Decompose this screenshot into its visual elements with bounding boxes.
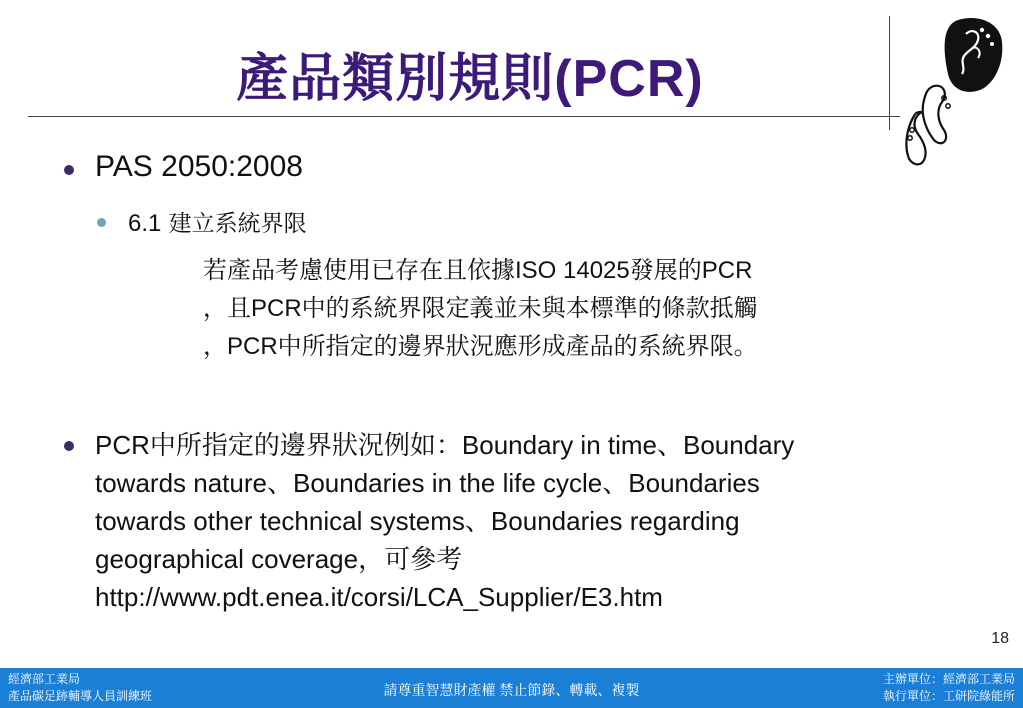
footer-copyright-notice: 請尊重智慧財產權 禁止節錄、轉載、複製 bbox=[383, 682, 640, 698]
bullet-marker bbox=[64, 441, 74, 451]
footer-right bbox=[883, 671, 1015, 705]
footer-left-line: 經濟部工業局 bbox=[8, 672, 81, 686]
reference-link[interactable]: http://www.pdt.enea.it/corsi/LCA_Supplier/E3.htm bbox=[95, 582, 663, 612]
sub-bullet-number: 6.1 bbox=[128, 210, 162, 237]
bullet-line: towards nature、Boundaries in the life cycle、Boundaries bbox=[95, 468, 760, 498]
footer-right-line: 執行單位：工研院綠能所 bbox=[882, 689, 1015, 703]
bullet-line: towards other technical systems、Boundaries regarding bbox=[95, 506, 740, 536]
pcr-paragraph bbox=[203, 252, 963, 366]
bullet-marker bbox=[64, 165, 74, 175]
title-divider bbox=[28, 116, 900, 117]
sub-bullet-text: 建立系統界限 bbox=[161, 211, 307, 237]
bullet-line: PCR中所指定的邊界狀況例如：Boundary in time、Boundary bbox=[95, 430, 795, 460]
footer-left-line: 產品碳足跡輔導人員訓練班 bbox=[8, 689, 153, 703]
page-number: 18 bbox=[991, 630, 1009, 647]
footprint-logo-icon bbox=[900, 12, 1010, 172]
footer-bar bbox=[0, 668, 1023, 708]
paragraph-line: ，且PCR中的系統界限定義並未與本標準的條款抵觸 bbox=[203, 295, 758, 322]
sub-bullet-marker bbox=[97, 218, 106, 227]
slide-title: 產品類別規則(PCR) bbox=[236, 50, 704, 108]
bullet-boundaries bbox=[95, 426, 975, 616]
paragraph-line: ，PCR中所指定的邊界狀況應形成產品的系統界限。 bbox=[203, 333, 758, 360]
bullet-pas2050: PAS 2050:2008 bbox=[95, 150, 303, 183]
bullet-line: geographical coverage，可參考 bbox=[95, 544, 463, 574]
sub-bullet-6-1 bbox=[128, 205, 307, 238]
vertical-divider bbox=[889, 16, 890, 130]
paragraph-line: 若產品考慮使用已存在且依據ISO 14025發展的PCR bbox=[203, 257, 753, 284]
footer-right-line: 主辦單位：經濟部工業局 bbox=[882, 672, 1015, 686]
